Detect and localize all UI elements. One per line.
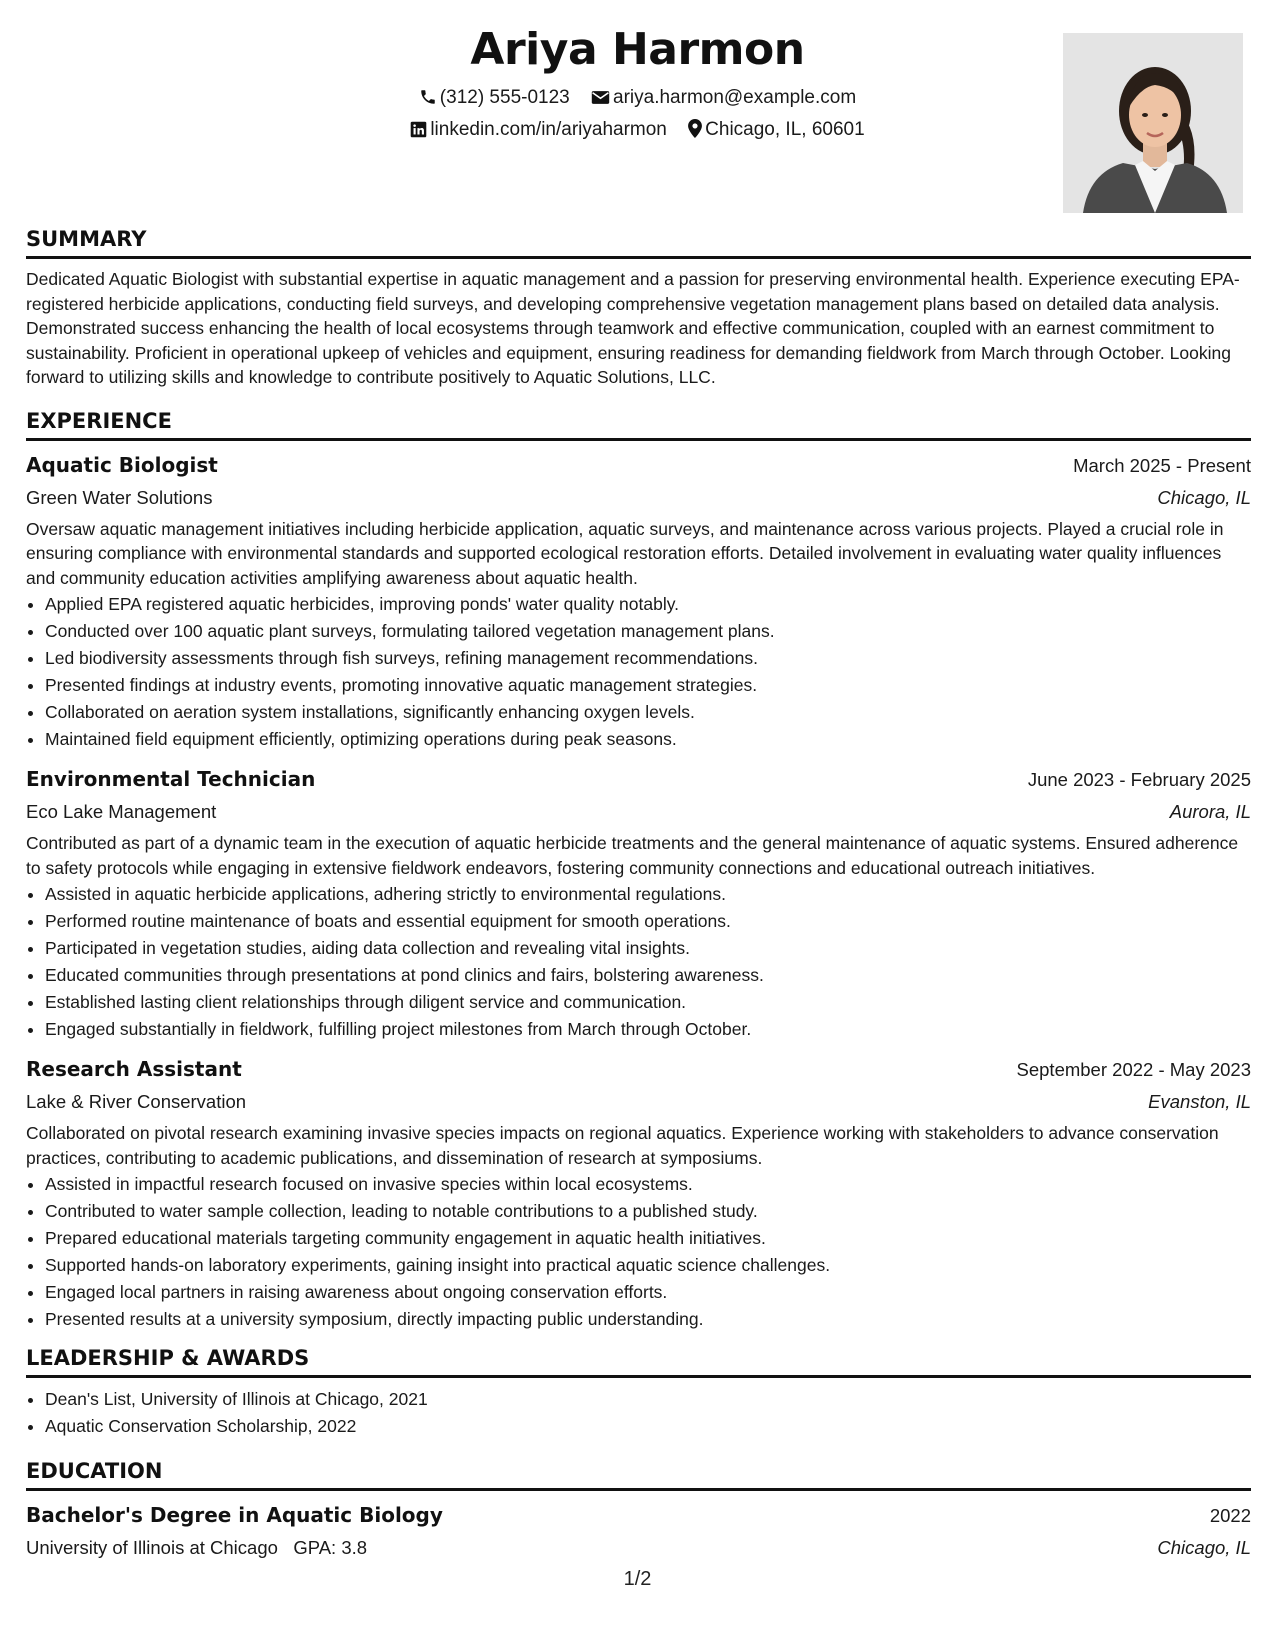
email-contact[interactable] [591,82,856,114]
job-location: Aurora, IL [1169,801,1251,822]
bullet-item: • Presented results at a university symposium, directly impacting public understanding. [45,1306,1251,1333]
job-title: Research Assistant [26,1057,242,1081]
awards-list [26,1386,1251,1440]
bullet-item: • Maintained field equipment efficiently, optimizing operations during peak seasons. [45,726,1251,753]
email-address: ariya.harmon@example.com [613,87,857,108]
bullet-item: • Performed routine maintenance of boats and essential equipment for smooth operations. [45,908,1251,935]
bullet-item: • Contributed to water sample collection, leading to notable contributions to a published study. [45,1198,1251,1225]
bullet-item: • Conducted over 100 aquatic plant surveys, formulating tailored vegetation management plans. [45,618,1251,645]
envelope-icon [591,89,610,106]
summary-section [26,224,1251,390]
job-entry [26,1053,1251,1333]
job-bullets [26,591,1251,753]
job-title: Aquatic Biologist [26,452,218,477]
bullet-item: • Collaborated on aeration system installations, significantly enhancing oxygen levels. [45,699,1251,726]
page-number: 1/2 [623,1568,652,1590]
bullet-item: • Assisted in aquatic herbicide applications, adhering strictly to environmental regulations. [45,881,1251,908]
job-dates: June 2023 - February 2025 [1027,769,1251,790]
section-divider [26,438,1251,441]
job-location: Evanston, IL [1148,1091,1251,1112]
summary-heading: SUMMARY [26,227,147,251]
section-divider [26,1488,1251,1491]
experience-heading: EXPERIENCE [26,408,172,433]
school-location: Chicago, IL [1157,1537,1251,1558]
job-description: Contributed as part of a dynamic team in the execution of aquatic herbicide treatments and the general maintenance of aquatic systems. Ensured adherence to safety protocols while engaging in extensive fieldwork endeavors, fostering community connections and educational outreach initiatives. [26,833,1239,878]
job-company: Green Water Solutions [26,486,213,508]
section-divider [26,256,1251,259]
phone-contact[interactable] [419,82,570,114]
candidate-name: Ariya Harmon [470,24,805,75]
map-pin-icon [688,119,702,138]
bullet-item: • Established lasting client relationships through diligent service and communication. [45,989,1251,1016]
job-bullets [26,881,1251,1043]
bullet-item: • Applied EPA registered aquatic herbicides, improving ponds' water quality notably. [45,591,1251,618]
job-dates: March 2025 - Present [1073,454,1251,476]
job-location: Chicago, IL [1157,486,1251,508]
profile-photo [1063,33,1243,213]
leadership-section [26,1343,1251,1440]
job-entry [26,763,1251,1043]
bullet-item: • Participated in vegetation studies, aiding data collection and revealing vital insights. [45,935,1251,962]
school-line [26,1532,367,1564]
school-name: University of Illinois at Chicago [26,1537,278,1558]
bullet-item: • Educated communities through presentations at pond clinics and fairs, bolstering awareness. [45,962,1251,989]
leadership-heading: LEADERSHIP & AWARDS [26,1346,310,1370]
gpa: GPA: 3.8 [293,1537,368,1558]
bullet-item: • Prepared educational materials targeting community engagement in aquatic health initiatives. [45,1225,1251,1252]
bullet-item: • Engaged substantially in fieldwork, fulfilling project milestones from March through October. [45,1016,1251,1043]
job-entry [26,449,1251,754]
experience-section [26,406,1251,1334]
job-description: Oversaw aquatic management initiatives including herbicide application, aquatic surveys, and maintenance across various projects. Played a crucial role in ensuring compliance with environmental standards and supported ecological restoration efforts. Detailed involvement in evaluating water quality influences and community education activities amplifying awareness about aquatic health. [26,518,1224,588]
linkedin-contact[interactable] [410,114,667,146]
graduation-year: 2022 [1209,1505,1251,1526]
summary-text: Dedicated Aquatic Biologist with substantial expertise in aquatic management and a passion for preserving environmental health. Experience executing EPA-registered herbicide applications, conducting field surveys, and developing comprehensive vegetation management plans based on detailed data analysis. Demonstrated success enhancing the health of local ecosystems through teamwork and effective communication, coupled with an earnest commitment to sustainability. Proficient in operational upkeep of vehicles and equipment, ensuring readiness for demanding fieldwork from March through October. Looking forward to utilizing skills and knowledge to contribute positively to Aquatic Solutions, LLC. [26,269,1240,387]
bullet-item: • Led biodiversity assessments through fish surveys, refining management recommendations. [45,645,1251,672]
linkedin-icon [410,121,427,138]
bullet-item: • Assisted in impactful research focused on invasive species within local ecosystems. [45,1171,1251,1198]
job-bullets [26,1171,1251,1333]
award-item: • Dean's List, University of Illinois at Chicago, 2021 [45,1386,1251,1413]
section-divider [26,1375,1251,1378]
award-item: • Aquatic Conservation Scholarship, 2022 [45,1413,1251,1440]
job-company: Lake & River Conservation [26,1091,247,1112]
resume-body [26,224,1251,1572]
education-heading: EDUCATION [26,1459,163,1483]
phone-number: (312) 555-0123 [439,87,570,108]
bullet-item: • Engaged local partners in raising awareness about ongoing conservation efforts. [45,1279,1251,1306]
phone-icon [419,88,437,106]
bullet-item: • Presented findings at industry events, promoting innovative aquatic management strategies. [45,672,1251,699]
job-description: Collaborated on pivotal research examining invasive species impacts on regional aquatics. Experience working with stakeholders to advance conservation practices, contributing to academic publications, and dissemination of research at symposiums. [26,1123,1219,1168]
location-text: Chicago, IL, 60601 [705,119,865,140]
job-company: Eco Lake Management [26,801,217,822]
linkedin-url: linkedin.com/in/ariyaharmon [430,119,667,140]
job-title: Environmental Technician [26,767,316,791]
job-dates: September 2022 - May 2023 [1016,1059,1251,1080]
degree-title: Bachelor's Degree in Aquatic Biology [26,1503,443,1527]
education-section [26,1456,1251,1564]
location-contact [688,114,865,146]
bullet-item: • Supported hands-on laboratory experiments, gaining insight into practical aquatic science challenges. [45,1252,1251,1279]
